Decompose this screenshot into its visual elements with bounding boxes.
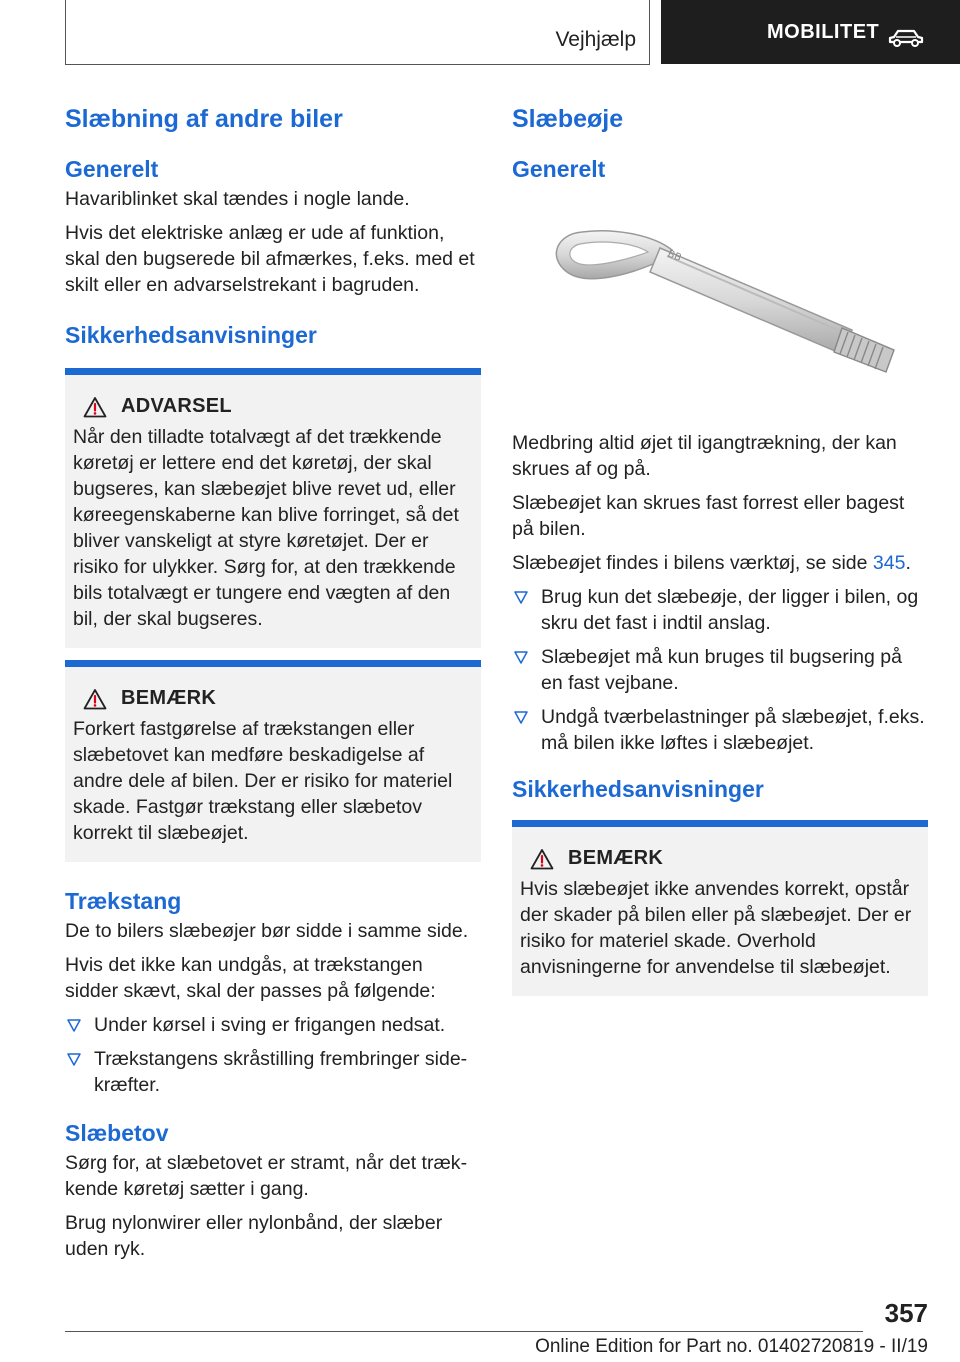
warning-box — [65, 368, 481, 648]
list-item-text: Undgå tværbelastninger på slæbeøjet, f.eks. må bilen ikke løftes i slæbeøjet. — [541, 706, 925, 754]
warning-label: ADVARSEL — [121, 395, 232, 417]
footer-rule — [65, 1331, 863, 1332]
heading-towbar: Trækstang — [65, 888, 182, 914]
list-item-text: Slæbeøjet må kun bruges til bugsering på en fast vejbane. — [541, 646, 902, 694]
car-icon — [888, 28, 924, 48]
towbar-bullet-list — [65, 1012, 481, 1098]
warning-header — [83, 395, 471, 418]
notice-label: BEMÆRK — [568, 847, 664, 869]
header-left-border — [65, 0, 66, 64]
header-divider — [649, 0, 650, 64]
paragraph: Slæbeøjet kan skrues fast forrest eller bagest på bilen. — [512, 492, 905, 540]
section-label: Vejhjælp — [555, 28, 636, 51]
warning-triangle-icon — [530, 848, 554, 870]
chapter-tab — [661, 0, 960, 64]
heading-safety: Sikkerhedsanvisninger — [65, 322, 317, 348]
bullet-triangle-icon — [514, 709, 528, 725]
list-item-text: Brug kun det slæbeøje, der ligger i bilen, og skru det fast i indtil anslag. — [541, 586, 919, 634]
warning-text: Når den tilladte totalvægt af det trækkende køretøj er lettere end det køretøj, der skal bugseres, kan slæbeøjet blive revet ud, eller køreegenskaberne kan blive forringet, så det bliver vanskeligt at styre køretøjet. Der er risiko for ulykker. Sørg for, at den trækkende bils totalvægt er tungere end vægten af den bil, der skal bugseres. — [73, 426, 459, 630]
list-item — [512, 644, 928, 696]
list-item — [65, 1012, 481, 1038]
paragraph: Hvis det elektriske anlæg er ude af funktion, skal den bugserede bil afmærkes, f.eks. med et skilt eller en advarselstrekant i bagruden. — [65, 222, 475, 296]
paragraph: Brug nylonwirer eller nylonbånd, der slæber uden ryk. — [65, 1212, 443, 1260]
heading-general: Generelt — [65, 156, 159, 182]
paragraph: Medbring altid øjet til igangtrækning, der kan skrues af og på. — [512, 432, 897, 480]
section-title-towing-other-cars: Slæbning af andre biler — [65, 105, 343, 133]
heading-safety: Sikkerhedsanvisninger — [512, 776, 764, 802]
tow-eye-bullet-list — [512, 584, 928, 756]
notice-text: Forkert fastgørelse af trækstangen eller slæbetovet kan medføre beskadigelse af andre dele af bilen. Der er risiko for materiel skade. Fastgør trækstang eller slæbetov korrekt til slæbeøjet. — [73, 718, 453, 844]
notice-text: Hvis slæbeøjet ikke anvendes korrekt, opstår der skader på bilen eller på slæbeøjet. Der er risiko for materiel skade. Overhold anvisningerne for anvendelse til slæbeøjet. — [520, 878, 912, 978]
notice-box — [65, 660, 481, 862]
paragraph: Hvis det ikke kan undgås, at trækstangen sidder skævt, skal der passes på følgende: — [65, 954, 436, 1002]
bullet-triangle-icon — [514, 649, 528, 665]
paragraph: Havariblinket skal tændes i nogle lande. — [65, 188, 410, 210]
list-item-text: Under kørsel i sving er frigangen nedsat. — [94, 1014, 446, 1036]
page-number: 357 — [884, 1298, 928, 1328]
heading-general: Generelt — [512, 156, 606, 182]
paragraph: Sørg for, at slæbetovet er stramt, når det trækkende køretøj sætter i gang. — [65, 1152, 468, 1200]
chapter-title: MOBILITET — [767, 20, 880, 43]
notice-box — [512, 820, 928, 996]
tow-eye-image — [542, 212, 922, 412]
footer-edition: Online Edition for Part no. 01402720819 - II/19 — [535, 1336, 928, 1357]
header-rule — [65, 64, 650, 65]
text-segment: . — [905, 552, 911, 574]
notice-header — [530, 847, 918, 870]
list-item — [65, 1046, 481, 1098]
notice-header — [83, 687, 471, 710]
notice-label: BEMÆRK — [121, 687, 217, 709]
section-title-tow-eye: Slæbeøje — [512, 105, 624, 133]
page-link-345[interactable]: 345 — [872, 552, 906, 574]
heading-towrope: Slæbetov — [65, 1120, 169, 1146]
text-segment: Slæbeøjet findes i bilens værktøj, se side — [512, 552, 873, 574]
left-column — [65, 100, 481, 1270]
bullet-triangle-icon — [514, 589, 528, 605]
bullet-triangle-icon — [67, 1051, 81, 1067]
bullet-triangle-icon — [67, 1017, 81, 1033]
warning-triangle-icon — [83, 688, 107, 710]
paragraph: De to bilers slæbeøjer bør sidde i samme side. — [65, 920, 469, 942]
paragraph — [512, 550, 928, 576]
list-item — [512, 704, 928, 756]
list-item-text: Trækstangens skråstilling frembringer sidekræfter. — [94, 1048, 468, 1096]
warning-triangle-icon — [83, 396, 107, 418]
svg-text:BB: BB — [665, 248, 683, 264]
list-item — [512, 584, 928, 636]
right-column — [512, 100, 928, 996]
